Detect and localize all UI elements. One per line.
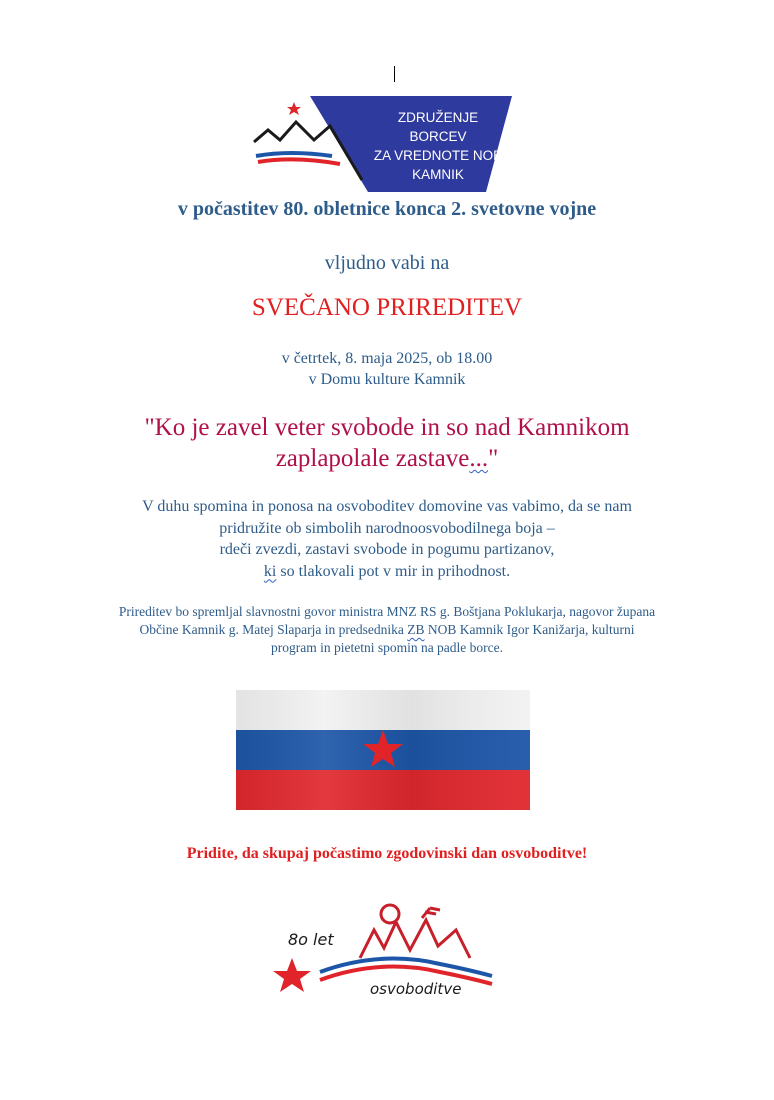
program-line-2: Občine Kamnik g. Matej Slaparja in predsednika ZB NOB Kamnik Igor Kanižarja, kulturni xyxy=(139,622,635,637)
paragraph-line-2: pridružite ob simbolih narodnoosvobodilnega boja – xyxy=(219,519,555,537)
invitation-paragraph xyxy=(0,496,774,582)
commemoration-heading: v počastitev 80. obletnice konca 2. svetovne vojne xyxy=(177,198,597,220)
logo-line-2: ZA VREDNOTE NOB xyxy=(373,148,503,163)
spellcheck-ki: ki xyxy=(263,562,277,580)
paragraph-line-1: V duhu spomina in ponosa na osvoboditev domovine vas vabimo, da se nam xyxy=(142,498,632,515)
logo-text xyxy=(370,108,506,184)
spellcheck-ellipsis: ... xyxy=(469,445,489,472)
quote-block xyxy=(0,412,774,474)
paragraph-line-4: ki so tlakovali pot v mir in prihodnost. xyxy=(263,562,511,580)
program-line-1: Prireditev bo spremljal slavnostni govor ministra MNZ RS g. Boštjana Poklukarja, nagovor župana xyxy=(118,604,656,619)
program-paragraph xyxy=(0,603,774,657)
event-date-time: v četrtek, 8. maja 2025, ob 18.00 xyxy=(281,350,493,367)
zb-nob-kamnik-logo xyxy=(250,94,520,194)
event-time-place xyxy=(0,348,774,390)
logo-line-1: ZDRUŽENJE BORCEV xyxy=(397,110,479,144)
event-venue: v Domu kulture Kamnik xyxy=(308,371,466,388)
closing-line: Pridite, da skupaj počastimo zgodovinski dan osvoboditve! xyxy=(186,845,588,862)
logo-line-3: KAMNIK xyxy=(412,167,464,182)
event-title: SVEČANO PRIREDITEV xyxy=(251,294,523,321)
80-years-liberation-logo xyxy=(270,900,510,1010)
program-line-3: program in pietetni spomin na padle borce. xyxy=(270,640,504,655)
text-cursor xyxy=(394,66,395,82)
anniversary-word: osvoboditve xyxy=(370,980,462,998)
invites-line: vljudno vabi na xyxy=(324,252,450,274)
anniversary-years: 8o let xyxy=(288,930,334,949)
spellcheck-zb: ZB xyxy=(407,622,425,637)
logo-star xyxy=(287,102,301,115)
quote-line-1: "Ko je zavel veter svobode in so nad Kamnikom xyxy=(144,414,630,441)
partisan-flag-image xyxy=(236,690,530,810)
quote-line-2: zaplapolale zastave..." xyxy=(275,445,499,472)
paragraph-line-3: rdeči zvezdi, zastavi svobode in pogumu partizanov, xyxy=(219,541,555,558)
